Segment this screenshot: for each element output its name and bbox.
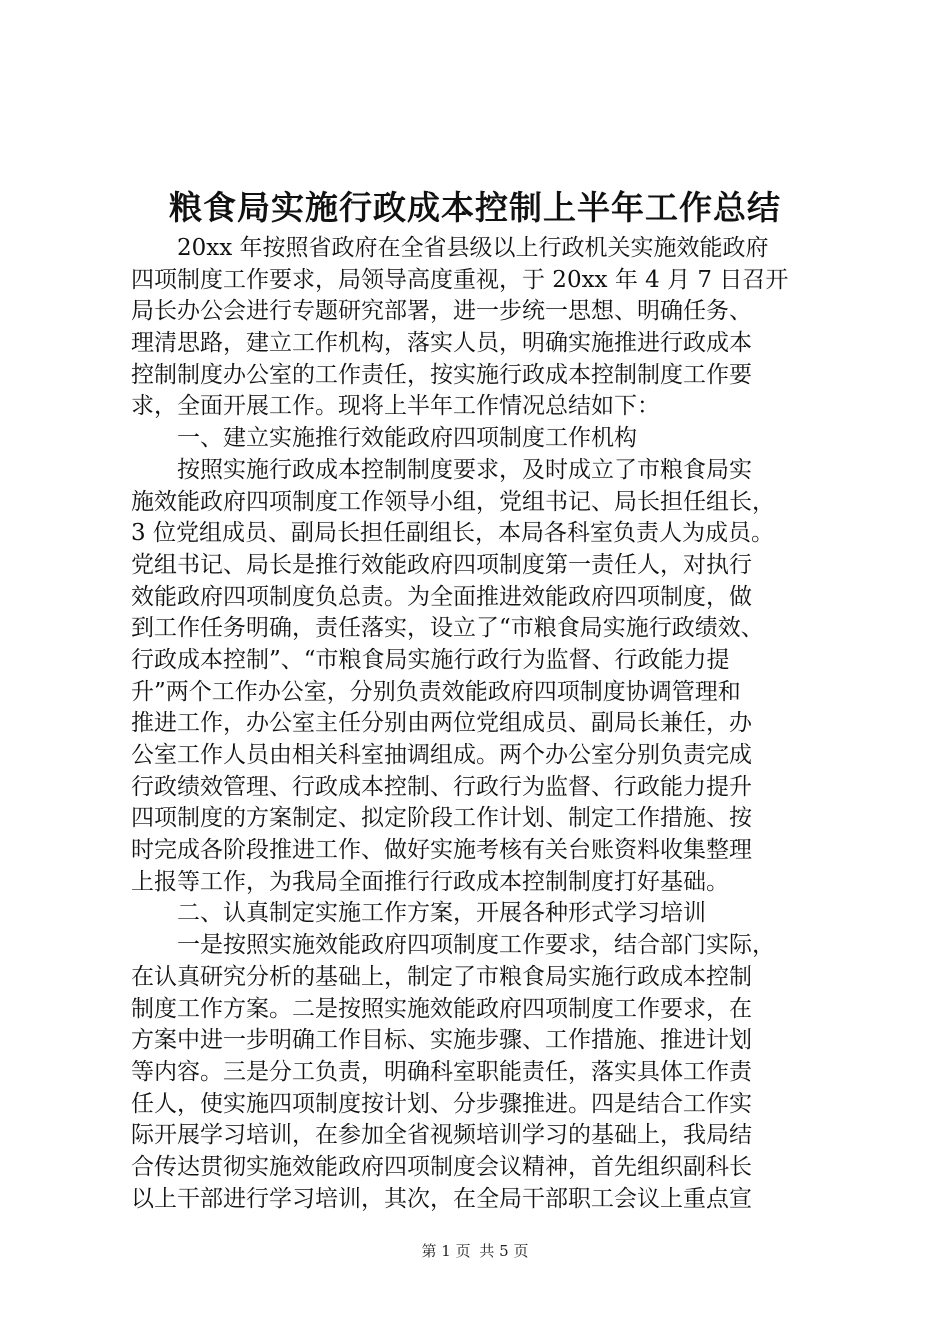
document-body <box>131 233 831 1215</box>
text-line: 控制制度办公室的工作责任，按实施行政成本控制制度工作要 <box>131 361 752 388</box>
text-line: 按照实施行政成本控制制度要求，及时成立了市粮食局实 <box>131 456 752 483</box>
text-line: 行政成本控制”、“市粮食局实施行政行为监督、行政能力提 <box>131 646 730 673</box>
text-line: 到工作任务明确，责任落实，设立了“市粮食局实施行政绩效、 <box>131 615 764 642</box>
text-line: 二、认真制定实施工作方案，开展各种形式学习培训 <box>131 900 706 927</box>
text-line: 制度工作方案。二是按照实施效能政府四项制度工作要求，在 <box>131 995 752 1022</box>
text-line: 升”两个工作办公室，分别负责效能政府四项制度协调管理和 <box>131 678 741 705</box>
text-line: 求，全面开展工作。现将上半年工作情况总结如下： <box>131 393 660 420</box>
text-line: 以上干部进行学习培训，其次，在全局干部职工会议上重点宣 <box>131 1185 752 1212</box>
text-line: 推进工作，办公室主任分别由两位党组成员、副局长兼任，办 <box>131 710 752 737</box>
text-line: 效能政府四项制度负总责。为全面推进效能政府四项制度，做 <box>131 583 752 610</box>
text-line: 合传达贯彻实施效能政府四项制度会议精神，首先组织副科长 <box>131 1153 752 1180</box>
text-line: 党组书记、局长是推行效能政府四项制度第一责任人，对执行 <box>131 551 752 578</box>
text-line: 3 位党组成员、副局长担任副组长，本局各科室负责人为成员。 <box>131 520 774 547</box>
text-line: 上报等工作，为我局全面推行行政成本控制制度打好基础。 <box>131 868 729 895</box>
text-line: 四项制度的方案制定、拟定阶段工作计划、制定工作措施、按 <box>131 805 752 832</box>
text-line: 际开展学习培训，在参加全省视频培训学习的基础上，我局结 <box>131 1122 752 1149</box>
text-line: 局长办公会进行专题研究部署，进一步统一思想、明确任务、 <box>131 298 752 325</box>
text-line: 行政绩效管理、行政成本控制、行政行为监督、行政能力提升 <box>131 773 752 800</box>
text-line: 理清思路，建立工作机构，落实人员，明确实施推进行政成本 <box>131 330 752 357</box>
page-footer <box>0 1240 950 1262</box>
text-line: 公室工作人员由相关科室抽调组成。两个办公室分别负责完成 <box>131 742 752 768</box>
text-line: 等内容。三是分工负责，明确科室职能责任，落实具体工作责 <box>131 1058 752 1085</box>
text-line: 方案中进一步明确工作目标、实施步骤、工作措施、推进计划 <box>131 1027 752 1054</box>
text-line: 20xx 年按照省政府在全省县级以上行政机关实施效能政府 <box>131 235 769 261</box>
text-line: 一是按照实施效能政府四项制度工作要求，结合部门实际， <box>131 932 775 959</box>
text-line: 时完成各阶段推进工作、做好实施考核有关台账资料收集整理 <box>131 837 752 864</box>
text-line: 施效能政府四项制度工作领导小组，党组书记、局长担任组长， <box>131 488 775 515</box>
text-line: 一、建立实施推行效能政府四项制度工作机构 <box>131 425 637 452</box>
text-line: 在认真研究分析的基础上，制定了市粮食局实施行政成本控制 <box>131 963 752 990</box>
page-total: 共 5 页 <box>479 1242 529 1260</box>
text-line: 四项制度工作要求，局领导高度重视，于 20xx 年 4 月 7 日召开 <box>131 266 789 293</box>
document-title: 粮食局实施行政成本控制上半年工作总结 <box>169 188 781 227</box>
page-number: 第 1 页 <box>421 1242 471 1260</box>
text-line: 任人，使实施四项制度按计划、分步骤推进。四是结合工作实 <box>131 1090 752 1117</box>
